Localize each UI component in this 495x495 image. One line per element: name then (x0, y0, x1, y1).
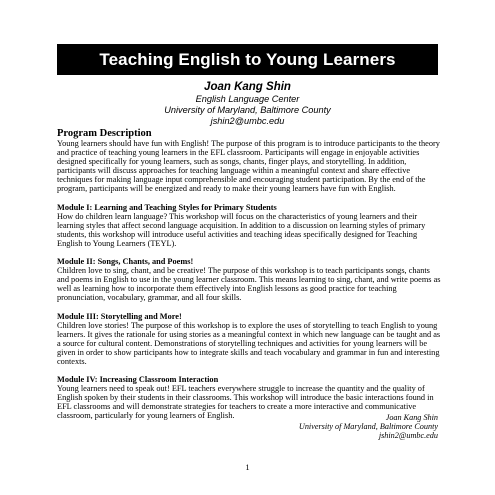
signature-university: University of Maryland, Baltimore County (298, 422, 438, 431)
title-banner (57, 44, 438, 75)
author-affiliation: English Language Center (195, 94, 300, 104)
module-1-title: Module I: Learning and Teaching Styles for Primary Students (57, 202, 277, 212)
signature-name: Joan Kang Shin (385, 413, 438, 422)
module-1-body: How do children learn language? This workshop will focus on the characteristics of young learners and their learning styles that affect second language acquisition. In addition to a discussion on learning styles of primary students, this workshop will introduce useful activities and teaching ideas specifically designed for Teaching English to Young Learners (TEYL). (57, 211, 426, 248)
module-2-title: Module II: Songs, Chants, and Poems! (57, 257, 194, 267)
program-heading: Program Description (57, 128, 152, 139)
document-title: Teaching English to Young Learners (99, 49, 396, 69)
module-2-body: Children love to sing, chant, and be creative! The purpose of this workshop is to teach participants songs, chants and poems in English to use in the young learner classroom. This means learning to sing, chant, and write poems as well as learning how to incorporate them effectively into English lessons as good practice for teaching pronunciation, vocabulary, grammar, and all four skills. (57, 266, 441, 303)
program-description: Young learners should have fun with English! The purpose of this program is to introduce participants to the theory and practice of teaching young learners in the EFL classroom. Participants will engage in enjoyable activities designed specifically for young learners, such as songs, chants, finger plays, and storytelling. In addition, participants will discuss approaches for teaching language within a meaningful context and share effective techniques for making language input comprehensible and encouraging student participation. By the end of the program, participants will be energized and ready to make their young learners have fun with English. (57, 139, 440, 194)
author-email: jshin2@umbc.edu (210, 116, 285, 126)
author-block (0, 81, 495, 127)
author-name: Joan Kang Shin (204, 81, 291, 93)
module-3-body: Children love stories! The purpose of this workshop is to explore the uses of storytelling to teach English to young learners. It gives the rationale for using stories as a meaningful context in which new language can be taught and as a source for cultural content. Demonstrations of storytelling techniques and activities for young learners will be given in order to show participants how to integrate skills and teach vocabulary and grammar in fun and interesting contexts. (57, 320, 441, 366)
signature-email: jshin2@umbc.edu (378, 431, 438, 440)
author-university: University of Maryland, Baltimore County (164, 105, 331, 115)
module-3-title: Module III: Storytelling and More! (57, 311, 182, 321)
signature-block (299, 413, 438, 440)
page-number: 1 (245, 462, 250, 472)
module-4-title: Module IV: Increasing Classroom Interaction (57, 375, 219, 385)
content-body (57, 128, 443, 421)
module-4-body: Young learners need to speak out! EFL teachers everywhere struggle to increase the quantity and the quality of English spoken by their students in their classrooms. This workshop will introduce the basic interactions found in EFL classrooms and will demonstrate strategies for teachers to create a more interactive and communicative classroom, particularly for young learners of English. (57, 384, 434, 421)
